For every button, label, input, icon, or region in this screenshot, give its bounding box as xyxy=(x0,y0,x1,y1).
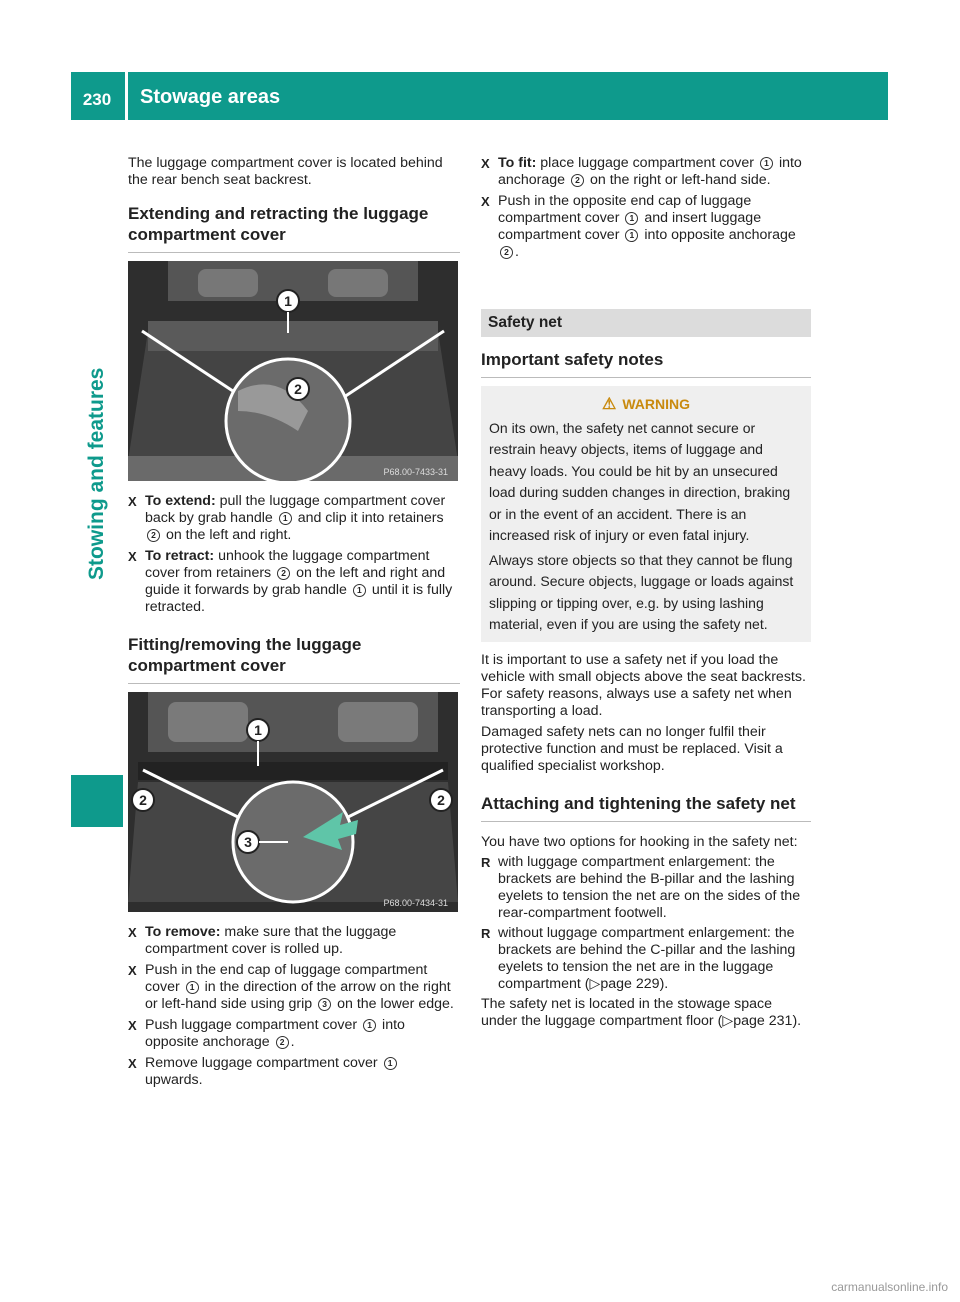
warning-text: Always store objects so that they cannot be flung around. Secure objects, luggage or loads against slipping or tipping over, e.g. by using lashing material, even if you are using the safety net. xyxy=(489,551,794,632)
svg-text:P68.00-7434-31: P68.00-7434-31 xyxy=(383,898,448,908)
divider xyxy=(481,377,811,378)
svg-text:2: 2 xyxy=(437,792,445,808)
step-fit: X To fit: place luggage compartment cover 1 into anchorage 2 on the right or left-hand side. xyxy=(481,155,811,189)
paragraph: Damaged safety nets can no longer fulfil their protective function and must be replaced. Visit a qualified specialist workshop. xyxy=(481,723,783,774)
paragraph: It is important to use a safety net if you load the vehicle with small objects above the seat backrests. For safety reasons, always use a safety net when transporting a load. xyxy=(481,651,806,719)
step-push-cover: X Push luggage compartment cover 1 into opposite anchorage 2 . xyxy=(128,1017,460,1051)
divider xyxy=(128,683,460,684)
left-column xyxy=(128,155,460,1089)
page-title: Stowage areas xyxy=(140,86,281,108)
list-item: R without luggage compartment enlargement: the brackets are behind the C-pillar and the lashing eyelets to tension the net are in the luggage compartment (▷page 229). xyxy=(481,925,811,993)
section-title-extend: Extending and retracting the luggage compartment cover xyxy=(128,204,429,244)
divider xyxy=(128,252,460,253)
photo-luggage-cover-extend xyxy=(128,261,458,481)
divider xyxy=(481,821,811,822)
section-title-attaching: Attaching and tightening the safety net xyxy=(481,793,796,813)
step-remove: X To remove: make sure that the luggage compartment cover is rolled up. xyxy=(128,924,460,958)
svg-text:2: 2 xyxy=(139,792,147,808)
svg-text:P68.00-7433-31: P68.00-7433-31 xyxy=(383,467,448,477)
warning-box xyxy=(481,386,811,642)
page-reference-link[interactable]: page 231 xyxy=(733,1012,793,1029)
page-ref-arrow-icon: ▷ xyxy=(589,975,601,992)
step-push-end-cap: X Push in the end cap of luggage compartment cover 1 in the direction of the arrow on the right or left-hand side using grip 3 on the lower edge. xyxy=(128,962,460,1013)
step-remove-upwards: X Remove luggage compartment cover 1 upwards. xyxy=(128,1055,460,1089)
paragraph: You have two options for hooking in the safety net: xyxy=(481,833,798,850)
section-title-safety-notes: Important safety notes xyxy=(481,350,664,369)
page-ref-arrow-icon: ▷ xyxy=(722,1012,734,1029)
svg-text:1: 1 xyxy=(284,293,292,309)
step-push-opposite: X Push in the opposite end cap of luggage compartment cover 1 and insert luggage compartment cover 1 into opposite anchorage 2 . xyxy=(481,193,811,261)
step-extend: X To extend: pull the luggage compartment cover back by grab handle 1 and clip it into retainers 2 on the left and right. xyxy=(128,493,460,544)
watermark-footer: carmanualsonline.info xyxy=(831,1280,948,1294)
section-banner-safety-net: Safety net xyxy=(481,309,811,337)
section-title-fitting: Fitting/removing the luggage compartment cover xyxy=(128,635,362,675)
step-retract: X To retract: unhook the luggage compartment cover from retainers 2 on the left and right and guide it forwards by grab handle 1 until it is fully retracted. xyxy=(128,548,460,616)
sidebar-chapter-label: Stowing and features xyxy=(85,367,108,580)
svg-text:1: 1 xyxy=(254,722,262,738)
svg-text:2: 2 xyxy=(294,381,302,397)
paragraph: The safety net is located in the stowage space under the luggage compartment floor (▷page 231). xyxy=(481,995,802,1029)
intro-text: The luggage compartment cover is located behind the rear bench seat backrest. xyxy=(128,155,443,188)
right-column xyxy=(481,155,811,1030)
photo-luggage-cover-remove xyxy=(128,692,458,912)
page-reference-link[interactable]: page 229 xyxy=(600,975,660,992)
svg-text:3: 3 xyxy=(244,834,252,850)
sidebar-marker xyxy=(71,775,123,827)
warning-triangle-icon: ⚠ xyxy=(601,396,617,413)
header-divider xyxy=(125,72,128,120)
list-item: R with luggage compartment enlargement: the brackets are behind the B-pillar and the lashing eyelets to tension the net are on the sides of the rear-compartment footwell. xyxy=(481,854,811,922)
warning-title: ⚠ WARNING xyxy=(601,396,690,413)
page-number: 230 xyxy=(82,90,112,109)
warning-text: On its own, the safety net cannot secure or restrain heavy objects, items of luggage and heavy loads. You could be hit by an unsecured load during sudden changes in direction, braking or in the event of an accident. There is an increased risk of injury or even fatal injury. xyxy=(489,419,791,543)
